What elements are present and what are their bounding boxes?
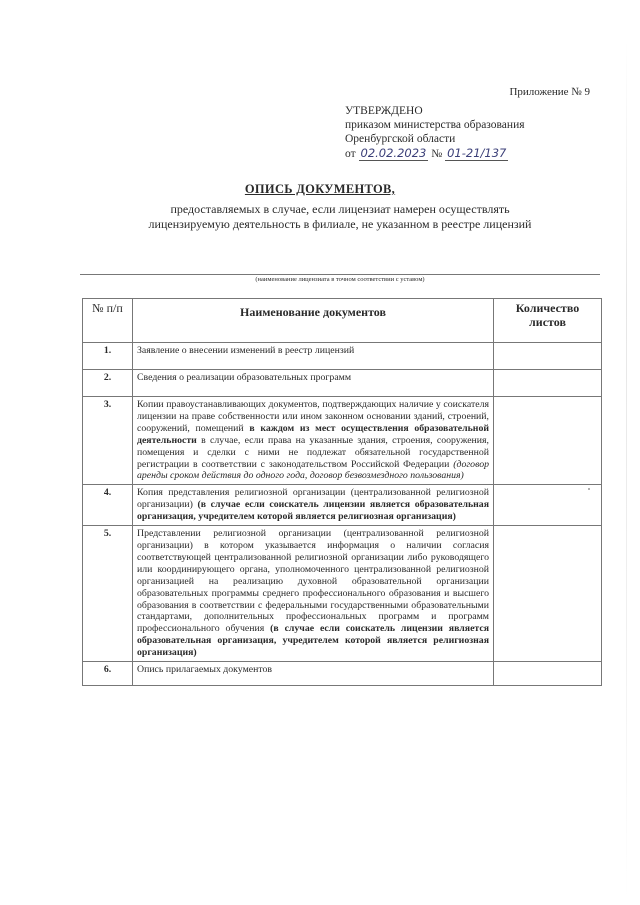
row-text bbox=[133, 485, 494, 526]
date-prefix: от bbox=[345, 148, 356, 160]
order-number: 01-21/137 bbox=[447, 146, 507, 160]
row-count-cell bbox=[494, 343, 602, 370]
document-subtitle bbox=[80, 202, 600, 232]
row-num: 1. bbox=[83, 343, 133, 370]
row-num: 5. bbox=[83, 526, 133, 662]
row-text: Заявление о внесении изменений в реестр лицензий bbox=[133, 343, 494, 370]
row-text-part: Копия представления религиозной организации (централизованной религиозной организации) bbox=[137, 487, 489, 511]
order-date: 02.02.2023 bbox=[360, 146, 427, 160]
row-count-cell bbox=[494, 397, 602, 485]
order-date-line bbox=[345, 146, 525, 161]
row-num: 6. bbox=[83, 662, 133, 686]
row-text-italic: (договор аренды сроком действия до одного года, договор безвозмездного пользования) bbox=[137, 458, 489, 482]
approval-block bbox=[345, 104, 525, 161]
appendix-label: Приложение № 9 bbox=[509, 86, 590, 98]
document-title: ОПИСЬ ДОКУМЕНТОВ, bbox=[244, 182, 396, 196]
header-count: Количество листов bbox=[494, 299, 602, 343]
row-count-cell bbox=[494, 662, 602, 686]
scan-speck bbox=[588, 488, 590, 490]
header-name: Наименование документов bbox=[133, 299, 494, 343]
header-num: № п/п bbox=[83, 299, 133, 343]
order-line-1: приказом министерства образования bbox=[345, 119, 525, 131]
table-row bbox=[83, 485, 602, 526]
table-row bbox=[83, 343, 602, 370]
row-text bbox=[133, 526, 494, 662]
number-prefix: № bbox=[431, 148, 443, 160]
table-row bbox=[83, 370, 602, 397]
table-row bbox=[83, 662, 602, 686]
row-count-cell bbox=[494, 485, 602, 526]
row-text-part: Копии правоустанавливающих документов, подтверждающих наличие у соискателя лицензии на праве собственности или ином законном основании зданий, строений, сооружений, помещений bbox=[137, 399, 489, 434]
row-text-part: Представлении религиозной организации (централизованной религиозной организации) в котором указывается информация о наличии согласия соответствующей централизованной религиозной организации либо руководящего или координирующего органа, уполномоченного централизованной религиозной организацией на реализацию духовной образовательной организации образовательных программы среднего профессионального образования и высшего образования в соответствии с федеральными государственными образовательными стандартами, дополнительных профессиональных программ и программ профессионального обучения bbox=[137, 528, 489, 635]
row-num: 4. bbox=[83, 485, 133, 526]
row-text-part: в случае, если права на указанные здания, строения, сооружения, помещения и сделки с ними не подлежат обязательной государственной регистрации в соответствии с законодательством Российской Федерации bbox=[137, 434, 489, 470]
documents-table bbox=[82, 298, 602, 686]
row-count-cell bbox=[494, 526, 602, 662]
row-text-bold: в каждом из мест осуществления образовательной деятельности bbox=[137, 422, 489, 446]
subtitle-line-1: предоставляемых в случае, если лицензиат намерен осуществлять bbox=[170, 202, 510, 216]
row-text-bold: (в случае если соискатель лицензии является образовательная организация, учредителем которой является религиозная организация) bbox=[137, 499, 489, 523]
row-text bbox=[133, 397, 494, 485]
row-text-bold: (в случае если соискатель лицензии является образовательная организация, учредителем которой является религиозная организация) bbox=[137, 623, 489, 659]
row-num: 2. bbox=[83, 370, 133, 397]
approved-heading: УТВЕРЖДЕНО bbox=[345, 105, 423, 117]
licensee-name-line bbox=[80, 274, 600, 275]
table-row bbox=[83, 526, 602, 662]
scan-edge-shadow bbox=[626, 40, 627, 900]
licensee-caption: (наименование лицензиата в точном соответствии с уставом) bbox=[255, 276, 425, 283]
order-line-2: Оренбургской области bbox=[345, 133, 456, 145]
table-header-row bbox=[83, 299, 602, 343]
row-count-cell bbox=[494, 370, 602, 397]
row-num: 3. bbox=[83, 397, 133, 485]
row-text: Сведения о реализации образовательных программ bbox=[133, 370, 494, 397]
table-row bbox=[83, 397, 602, 485]
row-text: Опись прилагаемых документов bbox=[133, 662, 494, 686]
subtitle-line-2: лицензируемую деятельность в филиале, не указанном в реестре лицензий bbox=[148, 217, 532, 231]
